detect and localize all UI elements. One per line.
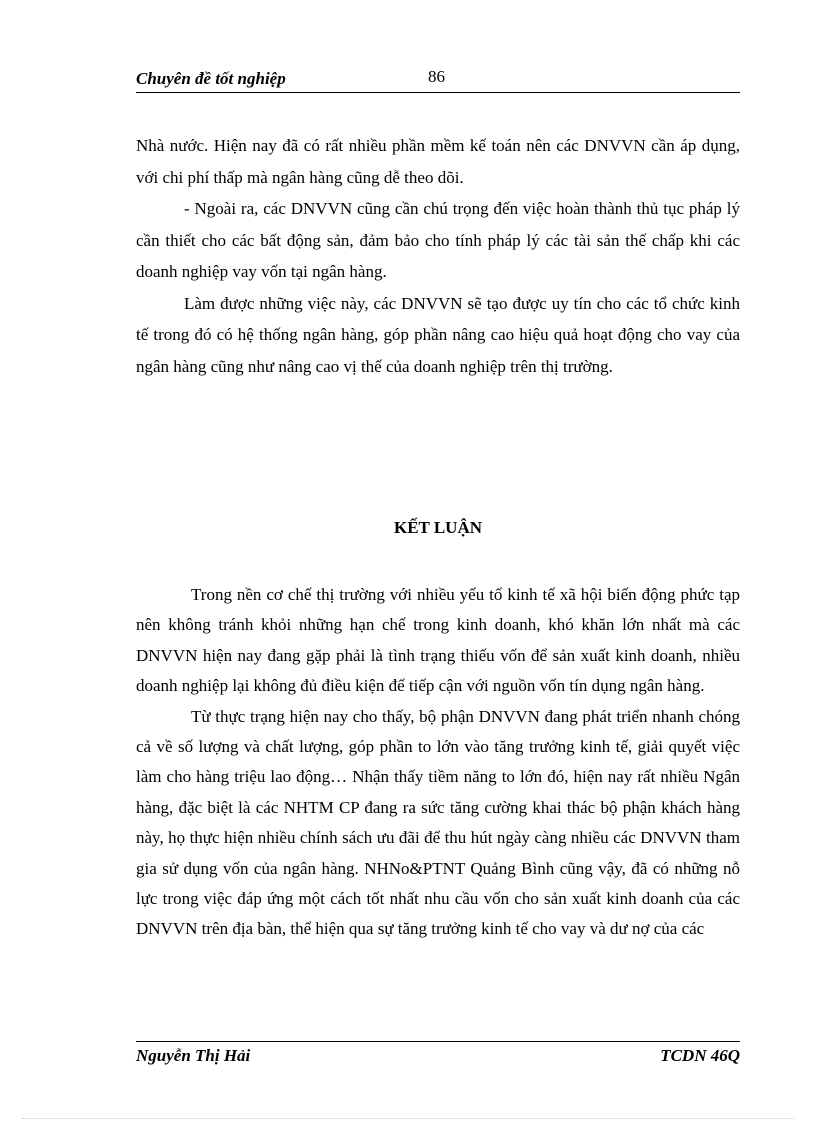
conclusion-section — [136, 580, 740, 945]
footer-class-code: TCDN 46Q — [660, 1046, 740, 1065]
paragraph-continuation: Nhà nước. Hiện nay đã có rất nhiều phần mềm kế toán nên các DNVVN cần áp dụng, với chi phí thấp mà ngân hàng cũng dễ theo dõi. — [136, 136, 740, 187]
page-edge-divider — [22, 1118, 794, 1119]
paragraph-legal-procedures: - Ngoài ra, các DNVVN cũng cần chú trọng đến việc hoàn thành thủ tục pháp lý cần thiết cho các bất động sản, đảm bảo cho tính pháp lý các tài sản thế chấp khi các doanh nghiệp vay vốn tại ngân hàng. — [136, 199, 740, 281]
conclusion-heading: KẾT LUẬN — [393, 518, 482, 537]
page-header — [136, 66, 740, 93]
page-number: 86 — [428, 67, 445, 86]
conclusion-paragraph-1: Trong nền cơ chế thị trường với nhiều yếu tố kinh tế xã hội biến động phức tạp nên không tránh khỏi những hạn chế trong kinh doanh, khó khăn lớn nhất mà các DNVVN hiện nay đang gặp phải là tình trạng thiếu vốn để sản xuất kinh doanh, nhiều doanh nghiệp lại không đủ điều kiện để tiếp cận với nguồn vốn tín dụng ngân hàng. — [136, 585, 740, 696]
page-footer — [136, 1041, 740, 1072]
footer-author: Nguyễn Thị Hải — [136, 1046, 251, 1065]
conclusion-paragraph-2: Từ thực trạng hiện nay cho thấy, bộ phận DNVVN đang phát triển nhanh chóng cả về số lượng và chất lượng, góp phần to lớn vào tăng trưởng kinh tế, giải quyết việc làm cho hàng triệu lao động… Nhận thấy tiềm năng to lớn đó, hiện nay rất nhiều Ngân hàng, đặc biệt là các NHTM CP đang ra sức tăng cường khai thác bộ phận khách hàng này, họ thực hiện nhiều chính sách ưu đãi để thu hút ngày càng nhiều các DNVVN tham gia sử dụng vốn của ngân hàng. NHNo&PTNT Quảng Bình cũng vậy, đã có những nỗ lực trong việc đáp ứng một cách tốt nhất nhu cầu vốn cho sản xuất kinh doanh của các DNVVN trên địa bàn, thể hiện qua sự tăng trưởng kinh tế cho vay và dư nợ của các — [136, 706, 740, 939]
paragraph-reputation: Làm được những việc này, các DNVVN sẽ tạo được uy tín cho các tổ chức kinh tế trong đó có hệ thống ngân hàng, góp phần nâng cao hiệu quả hoạt động cho vay của ngân hàng cũng như nâng cao vị thế của doanh nghiệp trên thị trường. — [136, 293, 740, 376]
body-text — [136, 130, 740, 382]
header-title: Chuyên đề tốt nghiệp — [136, 69, 286, 88]
